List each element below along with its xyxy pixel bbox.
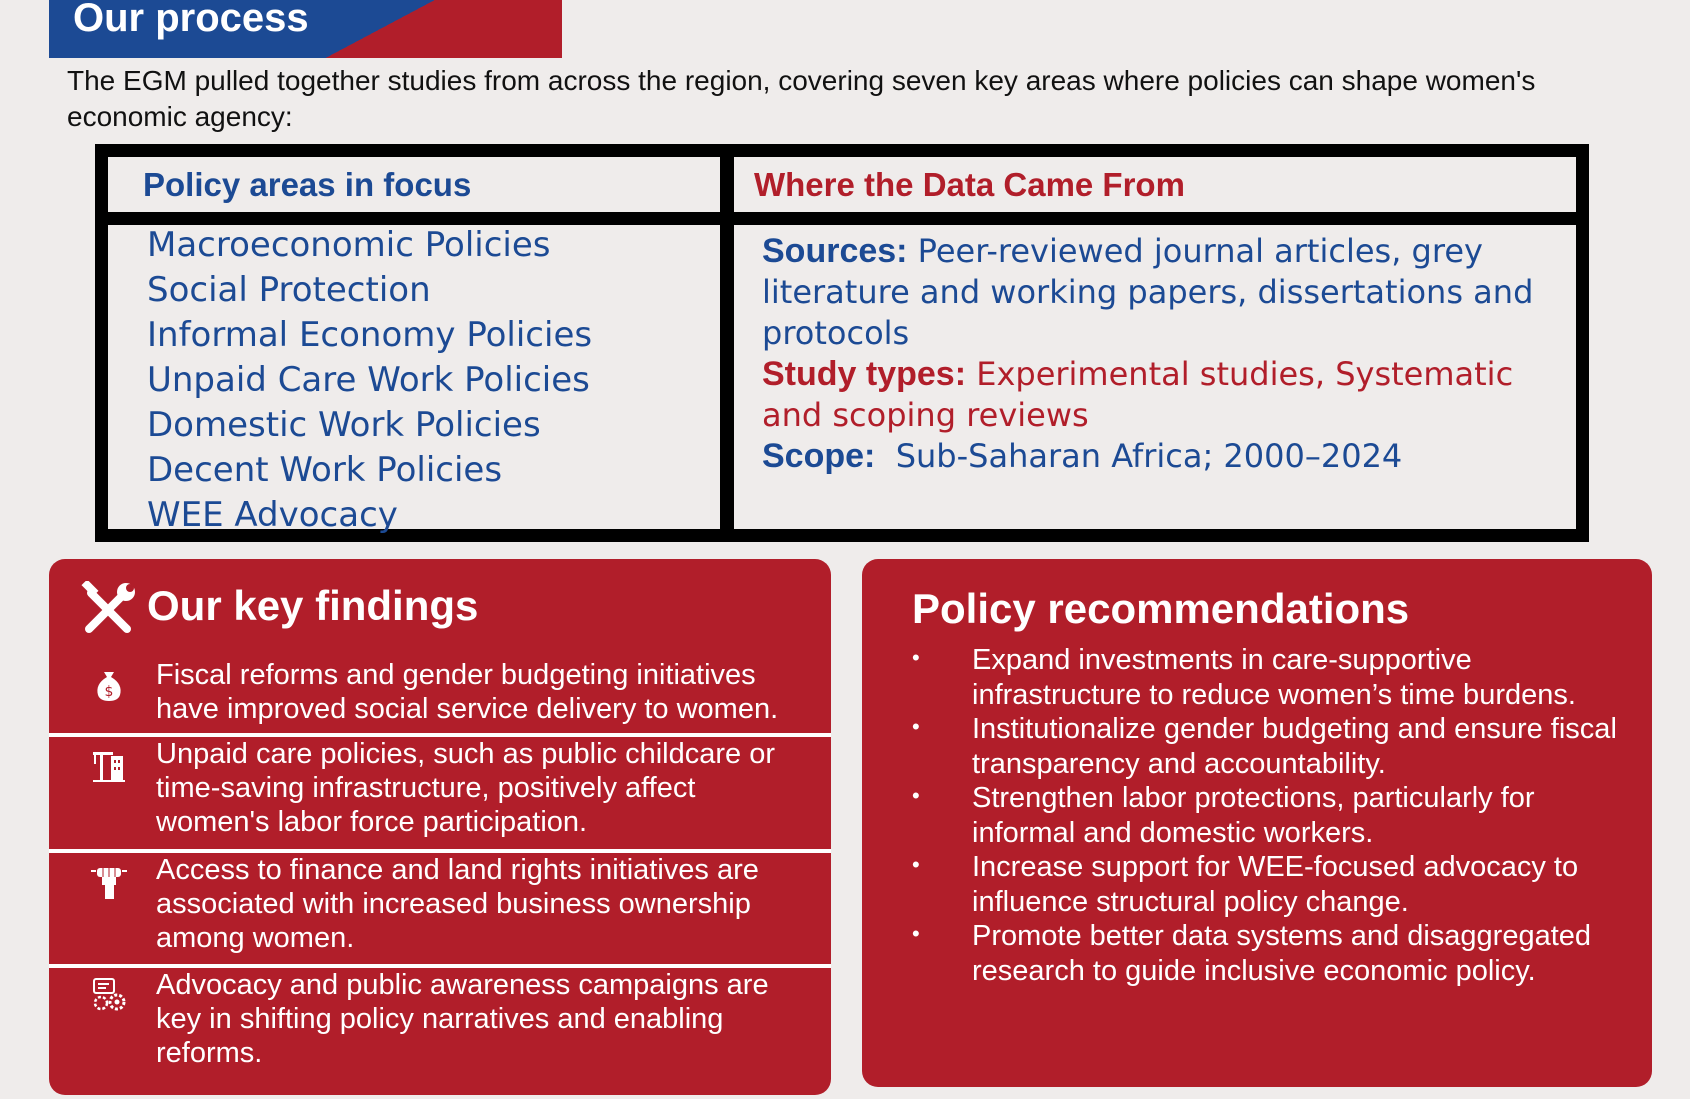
money-bag-icon bbox=[89, 664, 129, 704]
finding-item bbox=[49, 738, 831, 848]
policy-area-item: Macroeconomic Policies bbox=[147, 225, 551, 265]
key-findings-panel bbox=[49, 559, 831, 1095]
policy-areas-header-cell bbox=[108, 157, 720, 212]
policy-area-item: Domestic Work Policies bbox=[147, 405, 541, 445]
policy-recommendations-panel bbox=[862, 559, 1652, 1087]
data-sources-text bbox=[762, 231, 1552, 477]
finding-text: Fiscal reforms and gender budgeting initiatives have improved social service delivery to women. bbox=[156, 659, 779, 725]
key-findings-title: Our key findings bbox=[147, 582, 479, 629]
recommendation-item: • Institutionalize gender budgeting and ensure fiscal transparency and accountability. bbox=[912, 712, 1642, 781]
recommendation-item: • Promote better data systems and disaggregated research to guide inclusive economic policy. bbox=[912, 919, 1642, 988]
sources-value: Peer-reviewed journal articles, grey literature and working papers, dissertations and protocols bbox=[762, 232, 1534, 352]
policy-areas-list bbox=[147, 223, 592, 538]
tools-icon bbox=[79, 581, 137, 639]
study-types-label: Study types: bbox=[762, 355, 967, 393]
data-sources-header-cell bbox=[734, 157, 1576, 212]
raised-fist-icon bbox=[89, 862, 129, 902]
recommendation-item: • Strengthen labor protections, particularly for informal and domestic workers. bbox=[912, 781, 1642, 850]
scope-label: Scope: bbox=[762, 437, 876, 475]
scope-value: Sub-Saharan Africa; 2000–2024 bbox=[895, 437, 1403, 475]
finding-text: Access to finance and land rights initiatives are associated with increased business ownership among women. bbox=[156, 854, 759, 954]
study-types-value: Experimental studies, Systematic and scoping reviews bbox=[762, 355, 1514, 434]
data-sources-heading: Where the Data Came From bbox=[754, 166, 1185, 203]
finding-text: Unpaid care policies, such as public childcare or time-saving infrastructure, positively affect women's labor force participation. bbox=[156, 738, 775, 838]
data-sources-cell bbox=[734, 225, 1576, 529]
section-banner bbox=[49, 0, 562, 58]
svg-text:$: $ bbox=[104, 684, 114, 700]
policy-recommendations-title: Policy recommendations bbox=[912, 585, 1410, 632]
policy-area-item: Decent Work Policies bbox=[147, 450, 503, 490]
building-crane-icon bbox=[89, 746, 129, 786]
finding-text: Advocacy and public awareness campaigns are key in shifting policy narratives and enabling reforms. bbox=[156, 969, 769, 1069]
policy-areas-heading: Policy areas in focus bbox=[143, 166, 472, 203]
policy-area-item: WEE Advocacy bbox=[147, 495, 398, 535]
recommendations-list bbox=[912, 643, 1642, 988]
section-title: Our process bbox=[73, 0, 309, 40]
policy-area-item: Informal Economy Policies bbox=[147, 315, 593, 355]
finding-item bbox=[49, 969, 831, 1089]
recommendation-item: • Expand investments in care-supportive infrastructure to reduce women’s time burdens. bbox=[912, 643, 1642, 712]
finding-item bbox=[49, 654, 831, 730]
policy-table bbox=[95, 144, 1589, 542]
recommendation-item: • Increase support for WEE-focused advocacy to influence structural policy change. bbox=[912, 850, 1642, 919]
sources-label: Sources: bbox=[762, 232, 908, 270]
advocacy-gears-icon bbox=[89, 975, 129, 1015]
policy-areas-cell bbox=[108, 225, 720, 535]
intro-paragraph: The EGM pulled together studies from across the region, covering seven key areas where policies can shape women's economic agency: bbox=[67, 65, 1536, 132]
policy-area-item: Social Protection bbox=[147, 270, 431, 310]
finding-item bbox=[49, 854, 831, 960]
policy-area-item: Unpaid Care Work Policies bbox=[147, 360, 590, 400]
